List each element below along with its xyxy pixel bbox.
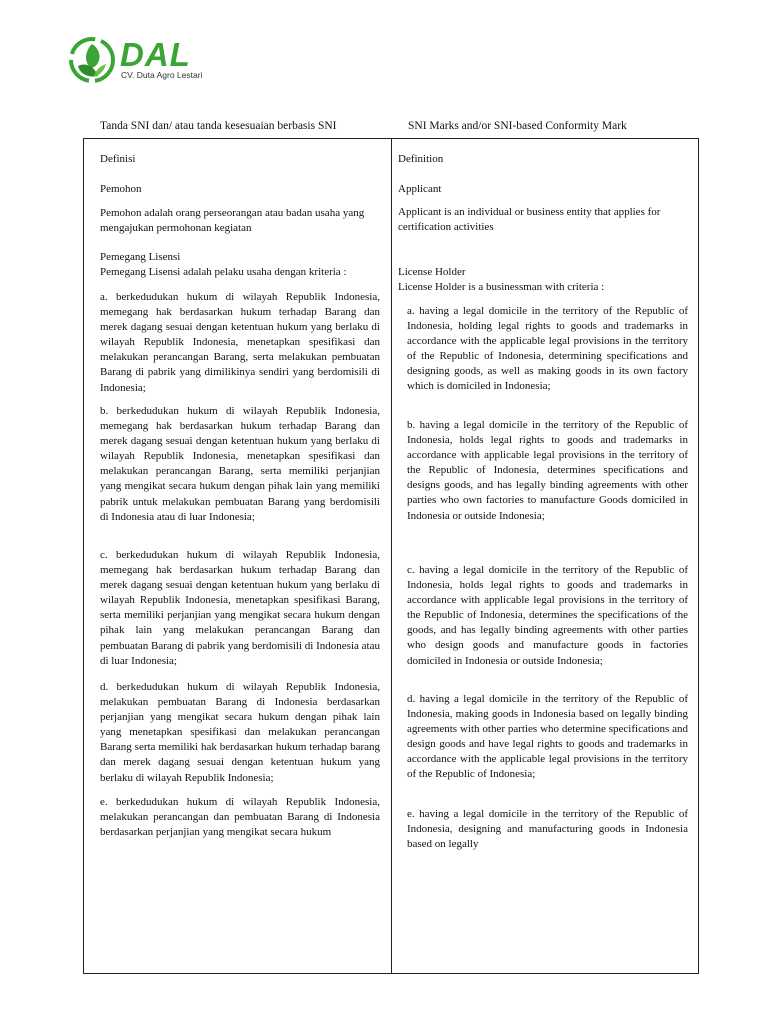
company-logo <box>68 36 218 86</box>
right-license-holder: License Holder <box>398 266 466 278</box>
brand-subtitle: CV. Duta Agro Lestari <box>121 70 203 80</box>
right-item-d: d. having a legal domicile in the territory of the Republic of Indonesia, making goods in Indonesia based on legally binding agreements with other parties who determine specifications and design goods and have legal rights to goods and trademarks in accordance with the applicable legal provisions in the territory of the Republic of Indonesia; <box>407 693 688 781</box>
left-item-c: c. berkedudukan hukum di wilayah Republik Indonesia, memegang hak berdasarkan hukum terhadap Barang dan merek dagang sesuai dengan ketentuan hukum yang berlaku di wilayah Republik Indonesia, menetapkan spesifikasi Barang, serta memiliki perjanjian yang mengikat secara hukum dengan pihak lain yang melakukan perancangan Barang dan pembuatan Barang di pabrik yang berdomisili di Indonesia atau di luar Indonesia; <box>100 549 380 667</box>
left-item-b: b. berkedudukan hukum di wilayah Republik Indonesia, memegang hak berdasarkan hukum terhadap Barang dan merek dagang sesuai dengan ketentuan hukum yang berlaku di wilayah Republik Indonesia, menetapkan spesifikasi dan melakukan perancangan Barang, serta memiliki perjanjian yang mengikat secara hukum dengan pihak lain yang memiliki pabrik untuk melakukan pembuatan Barang yang berdomisili di Indonesia atau di luar Indonesia; <box>100 405 380 523</box>
left-item-e: e. berkedudukan hukum di wilayah Republik Indonesia, melakukan perancangan dan pembuatan Barang di Indonesia berdasarkan perjanjian yang mengikat secara hukum <box>100 796 380 839</box>
right-item-b: b. having a legal domicile in the territory of the Republic of Indonesia, holds legal rights to goods and trademarks in accordance with applicable legal provisions in the territory of the Republic of Indonesia, determines specifications and designs goods, and has legally binding agreements with other parties who own factories to manufacture Goods domiciled in Indonesia or outside Indonesia; <box>407 419 688 522</box>
left-pemohon-text: Pemohon adalah orang perseorangan atau badan usaha yang mengajukan permohonan kegiatan <box>100 207 365 235</box>
right-applicant-text: Applicant is an individual or business entity that applies for certification activities <box>398 206 661 234</box>
brand-name: DAL <box>120 36 191 73</box>
right-license-holder-text: License Holder is a businessman with criteria : <box>398 281 605 293</box>
right-item-e: e. having a legal domicile in the territory of the Republic of Indonesia, designing and manufacturing goods in Indonesia based on legally <box>407 808 688 851</box>
right-definition: Definition <box>398 153 444 165</box>
left-pemegang-text: Pemegang Lisensi adalah pelaku usaha dengan kriteria : <box>100 266 347 278</box>
left-definisi: Definisi <box>100 153 136 165</box>
left-pemohon: Pemohon <box>100 183 142 195</box>
right-applicant: Applicant <box>398 183 442 195</box>
column-divider <box>391 138 392 974</box>
header-right: SNI Marks and/or SNI-based Conformity Mark <box>408 120 627 132</box>
left-pemegang: Pemegang Lisensi <box>100 251 181 263</box>
leaf-swirl-icon <box>68 36 116 84</box>
right-item-c: c. having a legal domicile in the territory of the Republic of Indonesia, holds legal rights to goods and trademarks in accordance with applicable legal provisions in the territory of the Republic of Indonesia, determines the specifications of the goods, and has legally binding agreements with other parties who design goods and manufacture goods in factories domiciled in Indonesia or outside Indonesia; <box>407 564 688 667</box>
header-left: Tanda SNI dan/ atau tanda kesesuaian berbasis SNI <box>100 120 337 132</box>
left-item-a: a. berkedudukan hukum di wilayah Republik Indonesia, memegang hak berdasarkan hukum terhadap Barang dan merek dagang sesuai dengan ketentuan hukum yang berlaku di wilayah Republik Indonesia, menetapkan spesifikasi dan melakukan perancangan Barang, serta melakukan pembuatan Barang di pabrik yang dimilikinya sendiri yang berdomisili di Indonesia; <box>100 291 380 394</box>
left-item-d: d. berkedudukan hukum di wilayah Republik Indonesia, melakukan pembuatan Barang di Indonesia berdasarkan perjanjian yang mengikat secara hukum dengan pihak lain yang menetapkan spesifikasi dan melakukan perancangan Barang serta memiliki hak berdasarkan hukum terhadap barang dan merek dagang sesuai dengan ketentuan hukum yang berlaku di wilayah Republik Indonesia; <box>100 681 380 784</box>
right-item-a: a. having a legal domicile in the territory of the Republic of Indonesia, holding legal rights to goods and trademarks in accordance with the applicable legal provisions in the territory of the Republic of Indonesia, determining specifications and designing goods, as well as making goods in its own factory which is domiciled in Indonesia; <box>407 305 688 393</box>
